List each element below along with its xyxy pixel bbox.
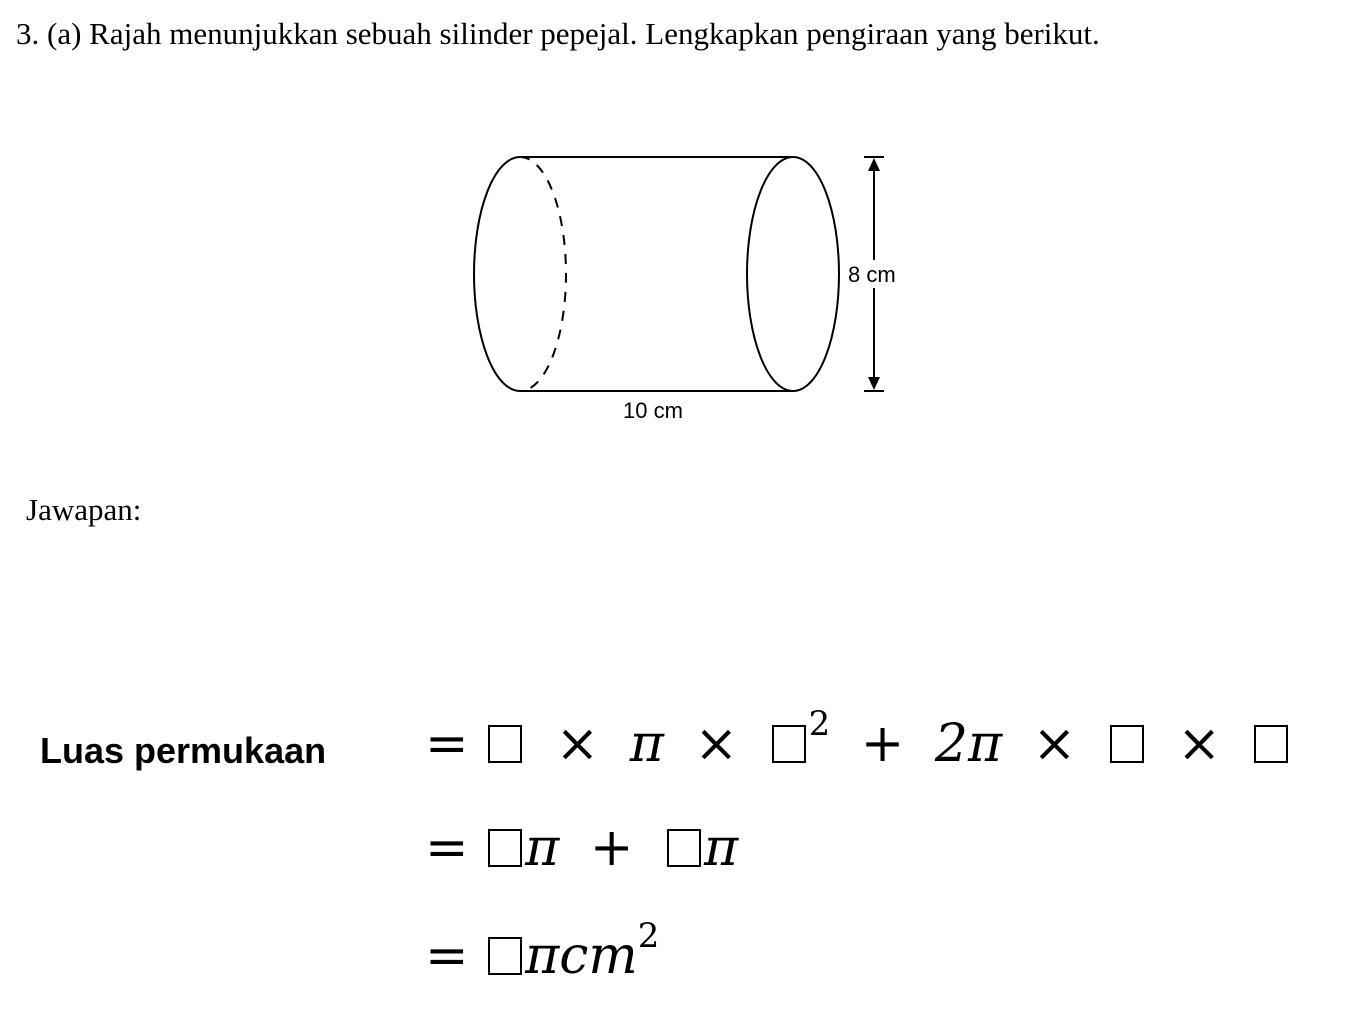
times-sign: × <box>1177 714 1221 774</box>
pi-symbol: π <box>525 926 560 986</box>
answer-box[interactable] <box>667 829 701 867</box>
height-arrow-up <box>868 158 880 171</box>
pi-symbol: π <box>703 818 739 878</box>
unit-exponent: 2 <box>637 916 660 956</box>
unit-cm: cm <box>559 926 638 986</box>
height-label: 8 cm <box>848 262 896 287</box>
surface-area-label: Luas permukaan <box>40 730 327 771</box>
answer-box[interactable] <box>488 829 522 867</box>
times-sign: × <box>1032 714 1077 774</box>
answer-box[interactable] <box>772 725 806 763</box>
cylinder-left-face-front <box>474 157 520 391</box>
equals-sign: = <box>425 714 469 774</box>
cylinder-figure <box>460 140 930 440</box>
answer-box[interactable] <box>1110 725 1144 763</box>
equals-sign: = <box>425 926 469 986</box>
answer-box[interactable] <box>488 725 522 763</box>
equation-line-1 <box>425 704 1291 774</box>
question-text: 3. (a) Rajah menunjukkan sebuah silinder pepejal. Lengkapkan pengiraan yang berikut. <box>16 16 1100 51</box>
exponent: 2 <box>808 704 831 744</box>
plus-sign: + <box>589 818 634 878</box>
answer-box[interactable] <box>488 937 522 975</box>
equals-sign: = <box>425 818 469 878</box>
length-label: 10 cm <box>623 398 683 423</box>
cylinder-left-face-hidden <box>520 157 566 391</box>
pi-symbol: π <box>629 714 664 774</box>
pi-symbol: π <box>525 818 560 878</box>
equation-line-2 <box>425 818 739 878</box>
cylinder-right-face <box>747 157 839 391</box>
answer-label: Jawapan: <box>26 492 142 527</box>
answer-box[interactable] <box>1254 725 1288 763</box>
height-arrow-down <box>868 377 880 390</box>
times-sign: × <box>555 714 600 774</box>
pi-symbol: π <box>967 714 1003 774</box>
plus-sign: + <box>860 714 905 774</box>
coefficient-two: 2 <box>934 714 968 774</box>
equation-line-3 <box>425 916 660 986</box>
times-sign: × <box>694 714 739 774</box>
